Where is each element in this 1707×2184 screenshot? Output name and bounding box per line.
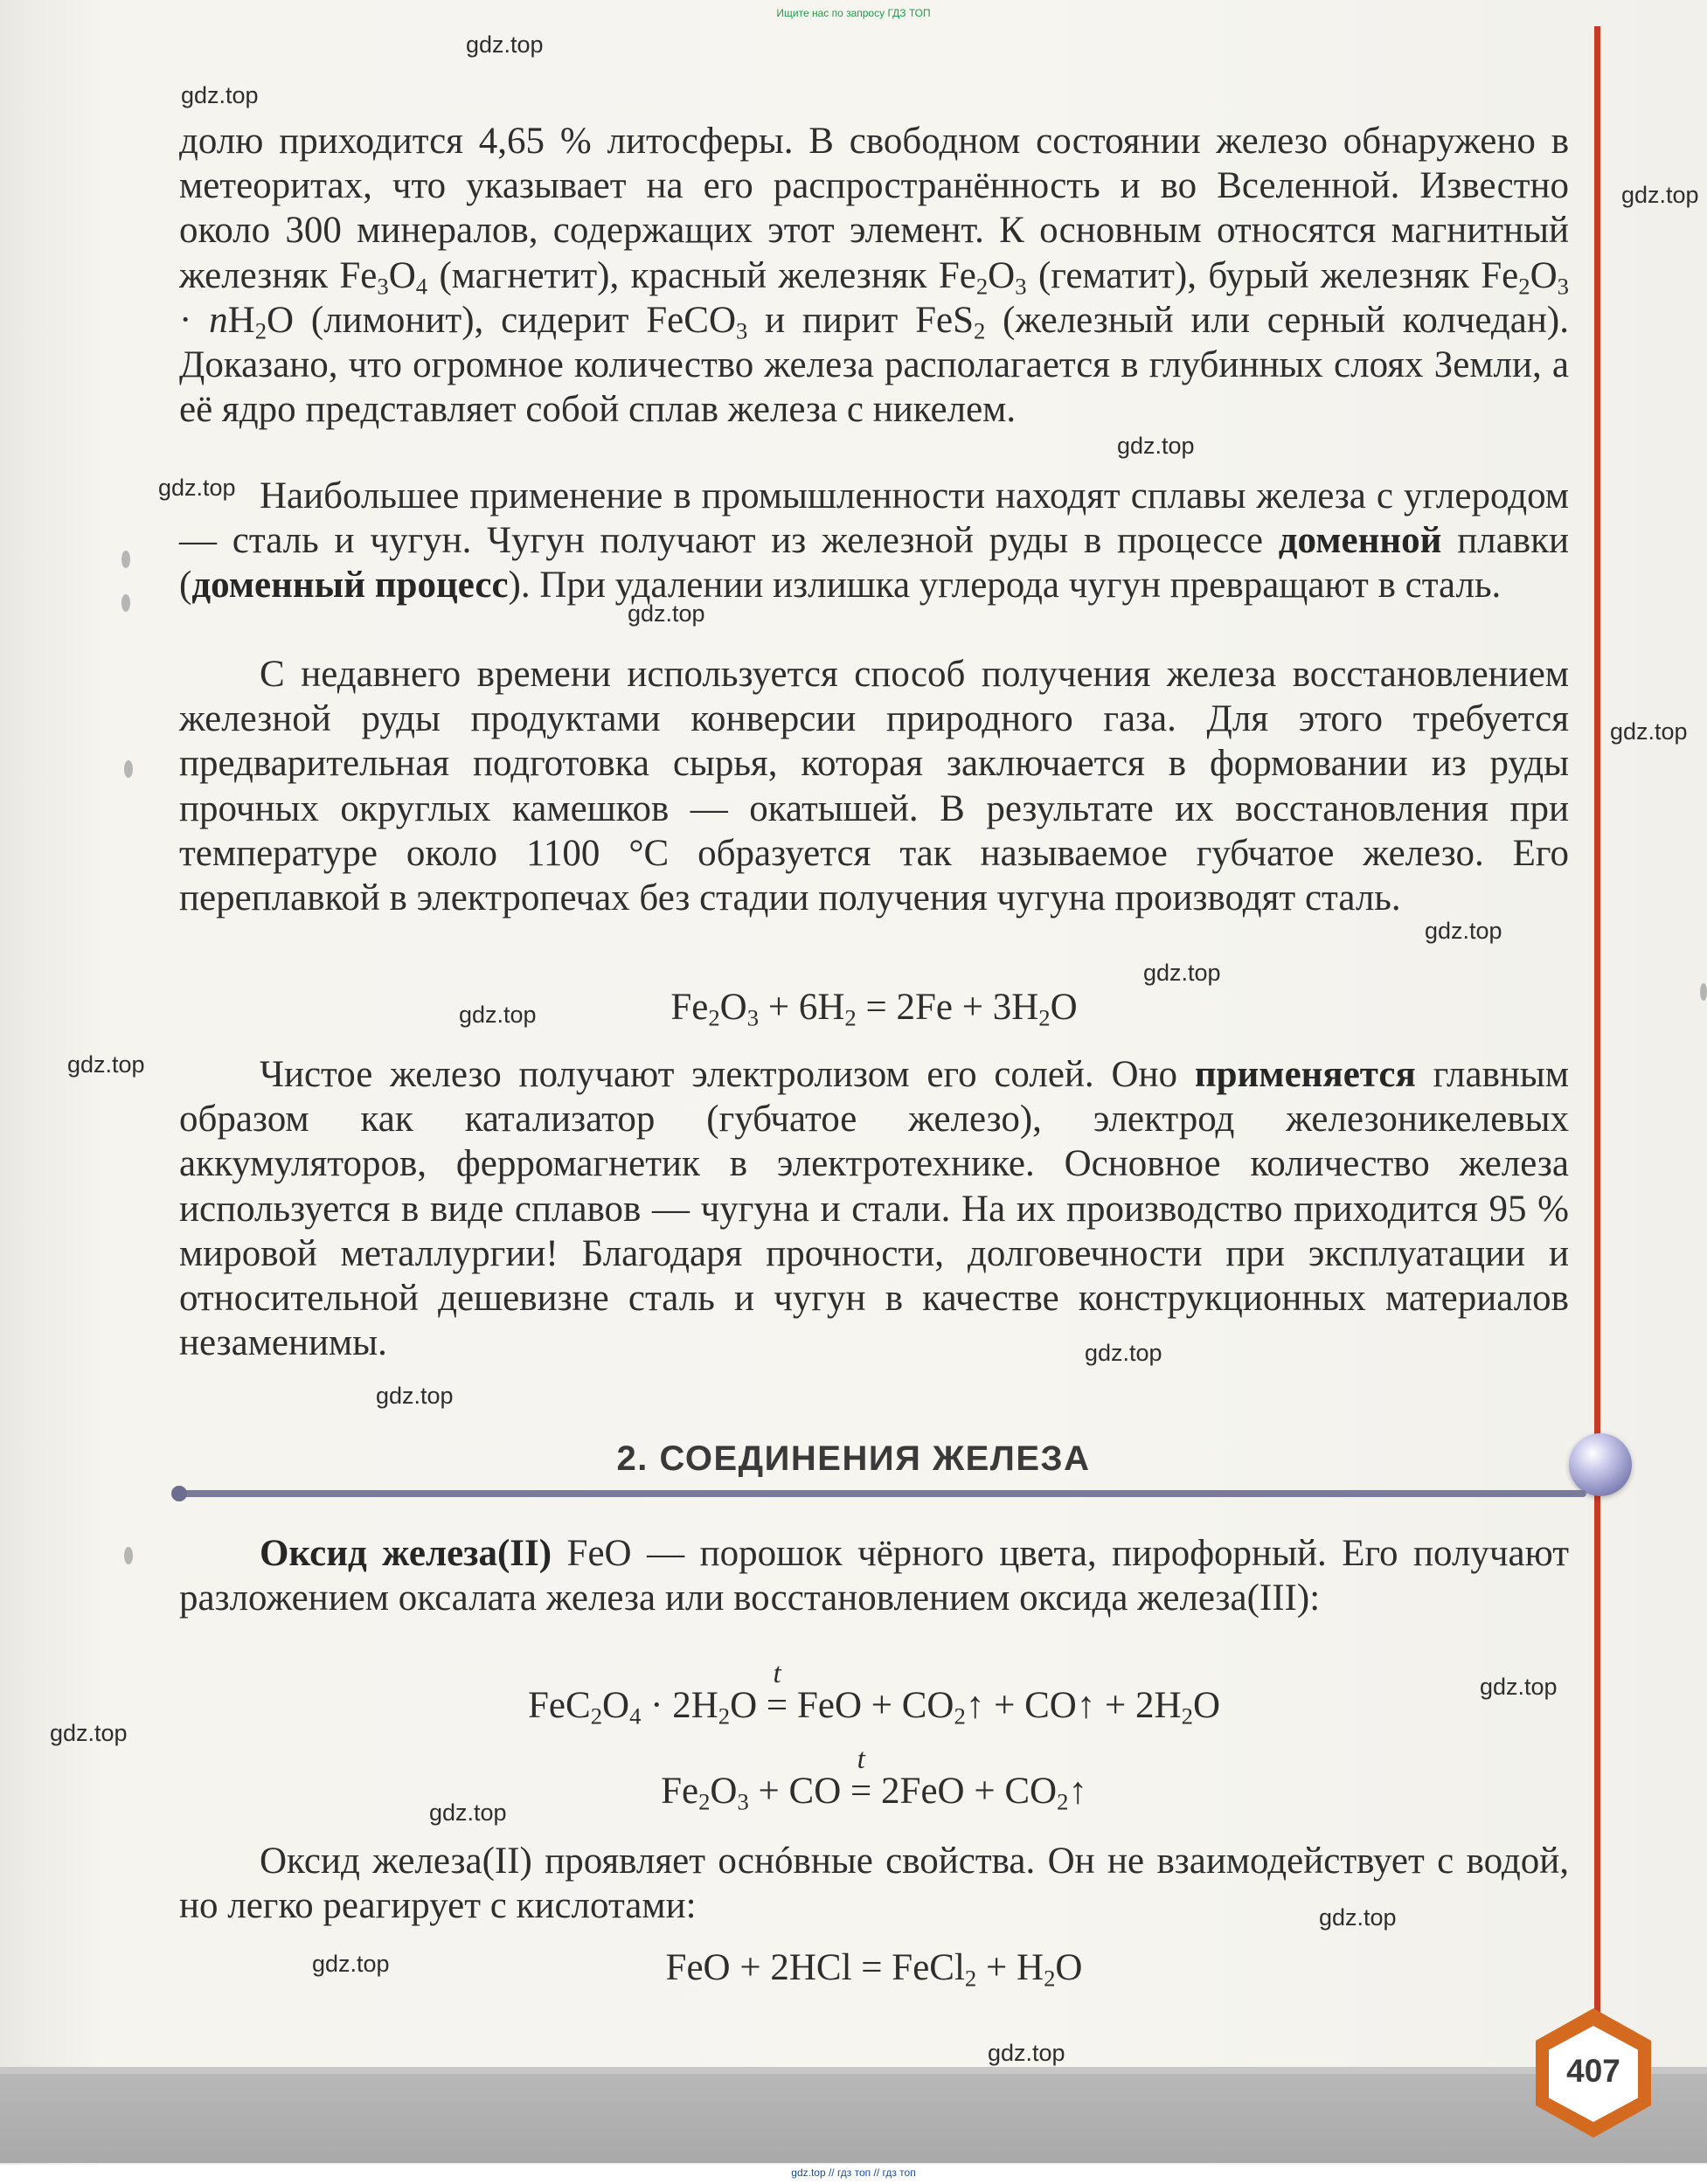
- watermark: gdz.top: [1610, 718, 1688, 745]
- section-rule-cap: [171, 1486, 187, 1501]
- heating-equals: = t: [766, 1658, 788, 1726]
- section-title: 2. СОЕДИНЕНИЯ ЖЕЛЕЗА: [616, 1439, 1091, 1478]
- equation-2: $FeC_2O_4 \cdot 2H_2O$ = t FeO + $CO_2↑$ + CO↑ + $2H_2O$: [528, 1658, 1220, 1730]
- paragraph-2: Наибольшее применение в промышленности находят сплавы железа с углеродом — сталь и чугун. Чугун получают из железной руды в процессе доменной плавки (доменный процесс). При удалении излишка углерода чугун превращают в сталь.: [179, 475, 1569, 607]
- equation-4: FeO + 2HCl = FeCl$_2$ + $H_2O$: [665, 1947, 1083, 1992]
- paragraph-6: Оксид железа(II) проявляет оснóвные свойства. Он не взаимодействует с водой, но легко реагирует с кислотами:: [179, 1841, 1569, 1927]
- watermark: gdz.top: [1425, 918, 1502, 944]
- watermark: gdz.top: [1085, 1340, 1162, 1366]
- watermark: gdz.top: [376, 1383, 454, 1409]
- margin-blot: [124, 760, 133, 778]
- section-rule: [179, 1490, 1586, 1497]
- paragraph-5: Оксид железа(II) FeO — порошок чёрного цвета, пирофорный. Его получают разложением оксалата железа или восстановлением оксида железа(III):: [179, 1533, 1569, 1619]
- margin-blot: [121, 594, 130, 612]
- watermark: gdz.top: [67, 1051, 145, 1078]
- equation-1: $Fe_2O_3 + 6H_2 = 2Fe + 3H_2O$: [670, 987, 1078, 1031]
- watermark: gdz.top: [1117, 433, 1195, 459]
- equation-3: $Fe_2O_3$ + CO = t $2FeO + CO_2↑$: [661, 1744, 1087, 1815]
- margin-blot: [1700, 983, 1707, 1001]
- paragraph-4: Чистое железо получают электролизом его солей. Оно применяется главным образом как катализатор (губчатое железо), электрод железоникелевых аккумуляторов, ферромагнетик в электротехнике. Основное количество железа используется в виде сплавов — чугуна и стали. На их производство приходится 95 % мировой металлургии! Благодаря прочности, долговечности при эксплуатации и относительной дешевизне сталь и чугун в качестве конструкционных материалов незаменимы.: [179, 1054, 1569, 1364]
- bottom-band: [0, 2067, 1707, 2163]
- watermark: gdz.top: [1480, 1674, 1558, 1700]
- watermark: gdz.top: [459, 1002, 537, 1028]
- paragraph-3: С недавнего времени используется способ получения железа восстановлением железной руды продуктами конверсии природного газа. Для этого требуется предварительная подготовка сырья, которая заключается в формовании из руды прочных округлых камешков — окатышей. В результате их восстановления при температуре около 1100 °С образуется так называемое губчатое железо. Его переплавкой в электропечах без стадии получения чугуна производят сталь.: [179, 654, 1569, 919]
- watermark: gdz.top: [312, 1951, 390, 1977]
- header-banner: Ищите нас по запросу ГДЗ ТОП: [776, 7, 931, 19]
- margin-blot: [124, 1547, 133, 1564]
- watermark: gdz.top: [1143, 960, 1221, 986]
- watermark: gdz.top: [181, 82, 259, 108]
- page-number: 407: [1566, 2053, 1620, 2089]
- watermark: gdz.top: [429, 1799, 507, 1826]
- heating-equals: = t: [850, 1744, 872, 1812]
- watermark: gdz.top: [158, 475, 236, 501]
- side-rule: [1594, 26, 1600, 2071]
- watermark: gdz.top: [466, 31, 544, 58]
- watermark: gdz.top: [1319, 1904, 1397, 1931]
- footer-text: gdz.top // гдз топ // гдз топ: [791, 2167, 916, 2179]
- watermark: gdz.top: [988, 2040, 1065, 2066]
- watermark: gdz.top: [50, 1720, 128, 1746]
- paragraph-1: долю приходится 4,65 % литосферы. В свободном состоянии железо обнаружено в метеоритах, что указывает на его распространённость и во Вселенной. Известно около 300 минералов, содержащих этот элемент. К основным относятся магнитный железняк $Fe_3O_4$ (магнетит), красный железняк $Fe_2O_3$ (гематит), бурый железняк $Fe_2O_3 \cdot nH_2O$ (лимонит), сидерит FeCO$_3$ и пирит FeS$_2$ (железный или серный колчедан). Доказано, что огромное количество железа располагается в глубинных слоях Земли, а её ядро представляет собой сплав железа с никелем.: [179, 121, 1569, 431]
- watermark: gdz.top: [628, 600, 705, 627]
- watermark: gdz.top: [1621, 182, 1699, 208]
- margin-blot: [121, 551, 130, 568]
